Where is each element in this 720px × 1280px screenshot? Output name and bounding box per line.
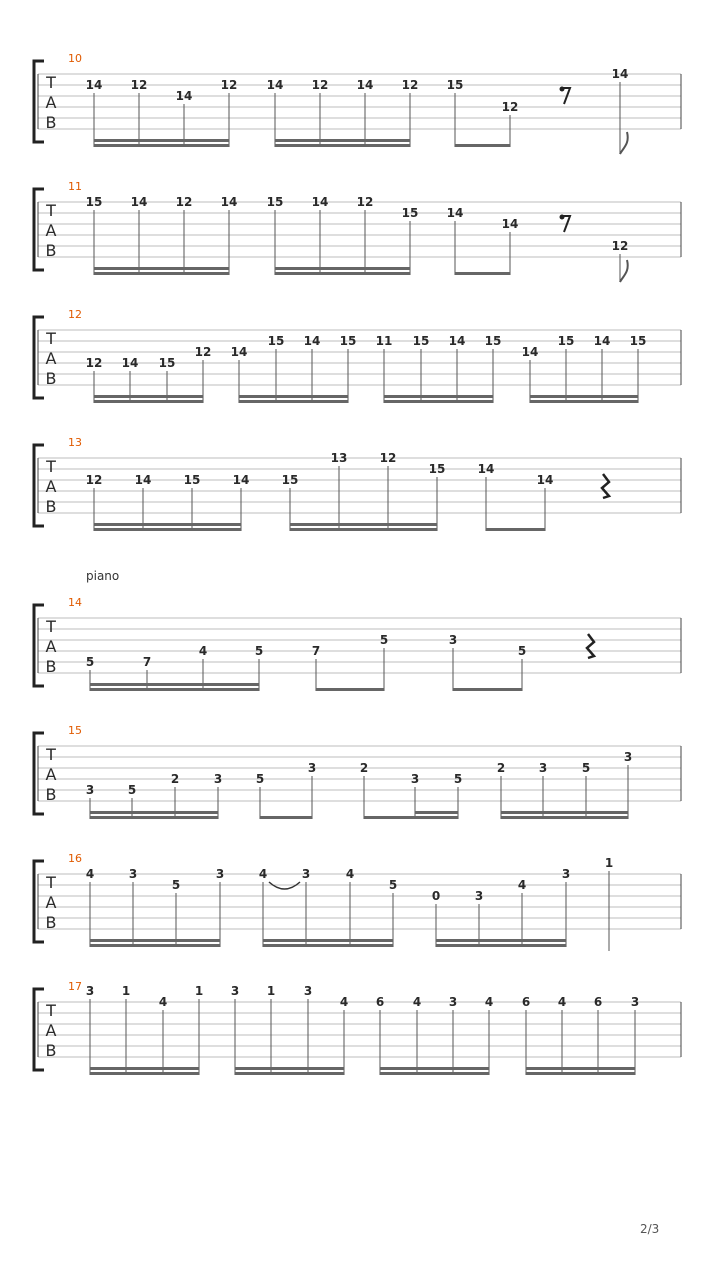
system-bracket <box>34 733 44 814</box>
system-bracket <box>34 445 44 526</box>
fret-number: 12 <box>401 78 419 92</box>
beam <box>501 816 628 819</box>
fret-number: 14 <box>356 78 374 92</box>
fret-number: 5 <box>453 772 463 786</box>
fret-number: 5 <box>171 878 181 892</box>
tab-clef-letter: B <box>45 913 57 932</box>
fret-number: 15 <box>267 334 285 348</box>
fret-number: 14 <box>220 195 238 209</box>
quarter-rest <box>602 474 609 498</box>
beam <box>94 395 203 398</box>
fret-number: 15 <box>446 78 464 92</box>
fret-number: 15 <box>158 356 176 370</box>
tab-clef-letter: T <box>46 457 56 476</box>
beam <box>453 688 522 691</box>
tab-clef-letter: T <box>46 329 56 348</box>
fret-number: 14 <box>611 67 629 81</box>
fret-number: 14 <box>446 206 464 220</box>
fret-number: 14 <box>303 334 321 348</box>
system-bracket <box>34 317 44 398</box>
fret-number: 3 <box>538 761 548 775</box>
fret-number: 12 <box>85 356 103 370</box>
fret-number: 5 <box>255 772 265 786</box>
fret-number: 15 <box>484 334 502 348</box>
system-bracket <box>34 189 44 270</box>
fret-number: 13 <box>330 451 348 465</box>
fret-number: 4 <box>339 995 349 1009</box>
fret-number: 6 <box>375 995 385 1009</box>
fret-number: 14 <box>521 345 539 359</box>
fret-number: 6 <box>521 995 531 1009</box>
eighth-flag <box>620 260 628 282</box>
measure-number: 13 <box>68 436 82 449</box>
fret-number: 15 <box>428 462 446 476</box>
fret-number: 12 <box>85 473 103 487</box>
beam <box>94 523 241 526</box>
beam <box>94 528 241 531</box>
fret-number: 7 <box>142 655 152 669</box>
fret-number: 14 <box>175 89 193 103</box>
tab-clef-letter: A <box>45 221 57 240</box>
fret-number: 3 <box>230 984 240 998</box>
system-bracket <box>34 861 44 942</box>
tab-clef-letter: T <box>46 873 56 892</box>
fret-number: 4 <box>258 867 268 881</box>
fret-number: 3 <box>213 772 223 786</box>
beam <box>380 1072 489 1075</box>
fret-number: 0 <box>431 889 441 903</box>
fret-number: 14 <box>85 78 103 92</box>
beam <box>455 144 510 147</box>
fret-number: 1 <box>121 984 131 998</box>
beam <box>263 944 393 947</box>
beam <box>263 939 393 942</box>
measure-number: 16 <box>68 852 82 865</box>
beam <box>415 811 458 814</box>
fret-number: 12 <box>611 239 629 253</box>
fret-number: 2 <box>170 772 180 786</box>
beam <box>239 400 348 403</box>
fret-number: 5 <box>379 633 389 647</box>
fret-number: 3 <box>561 867 571 881</box>
fret-number: 5 <box>127 783 137 797</box>
fret-number: 14 <box>230 345 248 359</box>
fret-number: 4 <box>484 995 494 1009</box>
measure-number: 17 <box>68 980 82 993</box>
tab-clef-letter: B <box>45 657 57 676</box>
fret-number: 12 <box>130 78 148 92</box>
beam <box>486 528 545 531</box>
fret-number: 15 <box>412 334 430 348</box>
fret-number: 15 <box>339 334 357 348</box>
beam <box>364 816 458 819</box>
beam <box>94 144 229 147</box>
fret-number: 15 <box>266 195 284 209</box>
tab-clef-letter: T <box>46 745 56 764</box>
beam <box>90 939 220 942</box>
measure-number: 11 <box>68 180 82 193</box>
fret-number: 3 <box>303 984 313 998</box>
beam <box>436 944 566 947</box>
fret-number: 4 <box>85 867 95 881</box>
beam <box>275 144 410 147</box>
fret-number: 3 <box>307 761 317 775</box>
fret-number: 3 <box>623 750 633 764</box>
beam <box>94 272 229 275</box>
system-bracket <box>34 61 44 142</box>
fret-number: 5 <box>581 761 591 775</box>
fret-number: 6 <box>593 995 603 1009</box>
beam <box>275 139 410 142</box>
fret-number: 12 <box>501 100 519 114</box>
fret-number: 14 <box>501 217 519 231</box>
beam <box>526 1072 635 1075</box>
beam <box>94 139 229 142</box>
fret-number: 14 <box>477 462 495 476</box>
tab-clef-letter: A <box>45 349 57 368</box>
beam <box>90 944 220 947</box>
beam <box>90 811 218 814</box>
beam <box>380 1067 489 1070</box>
fret-number: 2 <box>496 761 506 775</box>
fret-number: 14 <box>134 473 152 487</box>
beam <box>384 400 493 403</box>
beam <box>316 688 384 691</box>
beam <box>235 1072 344 1075</box>
fret-number: 15 <box>85 195 103 209</box>
fret-number: 15 <box>183 473 201 487</box>
fret-number: 3 <box>474 889 484 903</box>
beam <box>275 272 410 275</box>
fret-number: 3 <box>215 867 225 881</box>
fret-number: 4 <box>345 867 355 881</box>
fret-number: 14 <box>536 473 554 487</box>
beam <box>90 688 259 691</box>
measure-number: 10 <box>68 52 82 65</box>
tab-clef-letter: B <box>45 1041 57 1060</box>
fret-number: 4 <box>517 878 527 892</box>
quarter-rest <box>587 634 594 658</box>
fret-number: 4 <box>557 995 567 1009</box>
fret-number: 5 <box>254 644 264 658</box>
tab-clef-letter: B <box>45 241 57 260</box>
tab-clef-letter: T <box>46 201 56 220</box>
tab-clef-letter: A <box>45 893 57 912</box>
fret-number: 5 <box>517 644 527 658</box>
beam <box>501 811 628 814</box>
fret-number: 4 <box>198 644 208 658</box>
tab-clef-letter: B <box>45 113 57 132</box>
fret-number: 15 <box>401 206 419 220</box>
fret-number: 5 <box>388 878 398 892</box>
beam <box>290 528 437 531</box>
beam <box>90 683 259 686</box>
fret-number: 3 <box>448 995 458 1009</box>
beam <box>530 395 638 398</box>
beam <box>90 1072 199 1075</box>
tab-clef-letter: T <box>46 617 56 636</box>
tab-clef-letter: A <box>45 93 57 112</box>
fret-number: 3 <box>301 867 311 881</box>
fret-number: 14 <box>130 195 148 209</box>
tab-clef-letter: B <box>45 497 57 516</box>
fret-number: 1 <box>266 984 276 998</box>
tab-clef-letter: B <box>45 369 57 388</box>
tab-clef-letter: A <box>45 637 57 656</box>
beam <box>260 816 312 819</box>
fret-number: 15 <box>557 334 575 348</box>
fret-number: 3 <box>448 633 458 647</box>
beam <box>526 1067 635 1070</box>
fret-number: 3 <box>128 867 138 881</box>
fret-number: 14 <box>448 334 466 348</box>
fret-number: 5 <box>85 655 95 669</box>
fret-number: 1 <box>604 856 614 870</box>
beam <box>235 1067 344 1070</box>
fret-number: 3 <box>630 995 640 1009</box>
page-number: 2/3 <box>640 1222 660 1236</box>
fret-number: 15 <box>281 473 299 487</box>
beam <box>90 1067 199 1070</box>
tab-clef-letter: A <box>45 765 57 784</box>
eighth-rest-dot <box>560 87 565 92</box>
eighth-flag <box>620 132 628 154</box>
fret-number: 14 <box>311 195 329 209</box>
fret-number: 12 <box>311 78 329 92</box>
fret-number: 14 <box>121 356 139 370</box>
fret-number: 12 <box>175 195 193 209</box>
instrument-label: piano <box>86 569 120 583</box>
fret-number: 4 <box>412 995 422 1009</box>
fret-number: 3 <box>85 984 95 998</box>
beam <box>90 816 218 819</box>
measure-number: 12 <box>68 308 82 321</box>
measure-number: 15 <box>68 724 82 737</box>
fret-number: 11 <box>375 334 393 348</box>
beam <box>290 523 437 526</box>
fret-number: 7 <box>311 644 321 658</box>
fret-number: 12 <box>220 78 238 92</box>
fret-number: 12 <box>379 451 397 465</box>
fret-number: 14 <box>593 334 611 348</box>
beam <box>94 400 203 403</box>
fret-number: 1 <box>194 984 204 998</box>
tab-clef-letter: A <box>45 1021 57 1040</box>
fret-number: 3 <box>85 783 95 797</box>
tab-clef-letter: T <box>46 1001 56 1020</box>
fret-number: 4 <box>158 995 168 1009</box>
fret-number: 14 <box>232 473 250 487</box>
beam <box>275 267 410 270</box>
beam <box>455 272 510 275</box>
fret-number: 12 <box>194 345 212 359</box>
fret-number: 14 <box>266 78 284 92</box>
system-bracket <box>34 989 44 1070</box>
beam <box>94 267 229 270</box>
beam <box>384 395 493 398</box>
beam <box>436 939 566 942</box>
fret-number: 3 <box>410 772 420 786</box>
tab-clef-letter: T <box>46 73 56 92</box>
measure-number: 14 <box>68 596 82 609</box>
fret-number: 2 <box>359 761 369 775</box>
eighth-rest-dot <box>560 215 565 220</box>
beam <box>530 400 638 403</box>
system-bracket <box>34 605 44 686</box>
fret-number: 15 <box>629 334 647 348</box>
fret-number: 12 <box>356 195 374 209</box>
tab-clef-letter: A <box>45 477 57 496</box>
beam <box>239 395 348 398</box>
tab-clef-letter: B <box>45 785 57 804</box>
